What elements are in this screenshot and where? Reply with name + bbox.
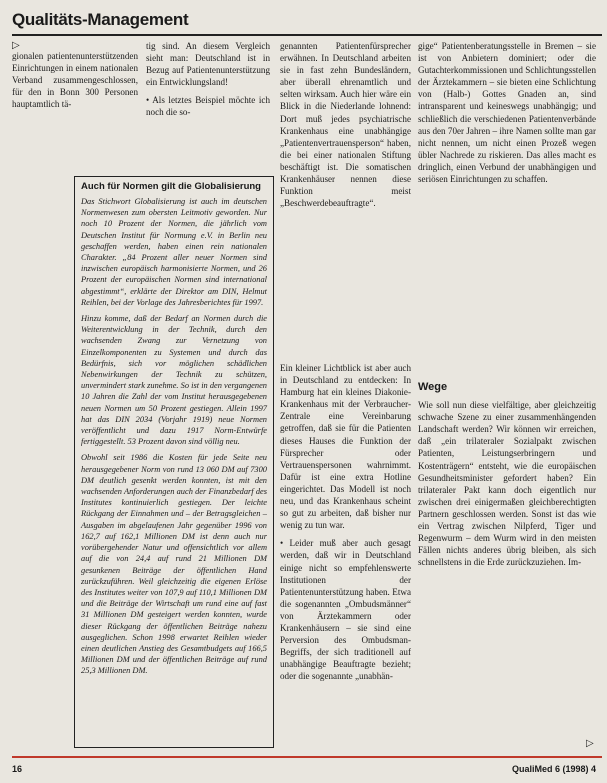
column-2-bullet: • Als letztes Beispiel möchte ich noch die so- (146, 95, 270, 118)
column-3-bottom (280, 362, 411, 752)
sidebar-box (74, 176, 274, 748)
box-title: Auch für Normen gilt die Globalisierung (81, 181, 261, 192)
end-arrow-icon: ▷ (586, 738, 594, 749)
page-footer (12, 756, 602, 780)
column-4-bottom (418, 375, 596, 753)
column-3-top (280, 40, 411, 358)
column-3-para-1: genannten Patientenfürsprecher erwähnen. In Deutschland arbeiten sie in fast zehn Bundesländern, aber überall ehrenamtlich und selten wirksam. Auch hier wäre ein Blick in die Niederlande lohnend: Dort muß jedes psychiatrische Krankenhaus eine unabhängige „Patientenvertrauensperson“ haben, die bei einer nationalen Stiftung beschäftigt ist. Die somatischen Krankenhäuser nennen diese Funktion meist „Beschwerdebeauftragte“. (280, 41, 411, 209)
column-4-para-2: Wie soll nun diese vielfältige, aber gleichzeitig schwache Szene zu einer zusammenhängenden Landschaft werden? Wir können wir erreichen, daß „ein trilateraler Sozialpakt zwischen Patienten, Leistungserbringern und Kostenträgern“ entsteht, wie die europäischen Gesundheitsminister gefordert haben? Ein trilateraler Pakt kann doch eigentlich nur zwischen drei einigermaßen gleichberechtigten Partnern geschlossen werden. Sonst ist das wie ein Vertrag zwischen Nilpferd, Tiger und Regenwurm – dem Wurm wird in den meisten Fällen nichts anderes übrig bleiben, als sich schnellstens in die Erde zurückzuziehen. Im- (418, 400, 596, 568)
column-4-top (418, 40, 596, 370)
column-4-para-1: gige“ Patientenberatungsstelle in Bremen – sie ist von Anbietern dominiert; oder die Gutachterkommissionen und Schlichtungsstellen der Ärztekammern – sie bieten eine Schlichtung von (Halb-) Gottes Gnaden an, sind intransparent und keineswegs unabhängig; und schließlich die verschiedenen Patientenverbände aus den 70er Jahren – ihre Namen sollte man gar nicht nennen, um nicht einen Prozeß wegen übler Nachrede zu riskieren. Das alles macht es dringlich, einen Verbund der unabhängigen und seriösen Einrichtungen zu schaffen. (418, 41, 596, 185)
section-heading-wege: Wege (418, 381, 448, 393)
box-body (81, 196, 267, 677)
section-title: Qualitäts-Management (12, 10, 189, 29)
column-3-para-3: • Leider muß aber auch gesagt werden, daß wir in Deutschland einige nicht so empfehlenswerte Institutionen der Patientenunterstützung haben. Etwa die sogenannten „Ombudsmänner“ von Ärztekammern oder Krankenhäusern – sie sind eine Perversion des Ombudsman-Begriffs, der sich traditionell auf unabhängige Beauftragte bezieht; oder die sogenannte „unabhän- (280, 538, 411, 682)
column-1 (12, 50, 138, 170)
box-para-1: Das Stichwort Globalisierung ist auch im deutschen Normenwesen zum obersten Leitmotiv geworden. Nur noch 10 Prozent der Normen, die jährlich vom Deutschen Institut für Normung e.V. in Berlin neu geschaffen werden, haben einen rein nationalen Charakter. „84 Prozent aller neuer Normen sind inzwischen europäisch harmonisierte Normen, und 26 Prozent der europäischen Normen sind international abgestimmt“, erklärte der Direktor am DIN, Helmut Reihlen, bei der Vorlage des Jahresberichtes für 1997. (81, 197, 267, 307)
column-3-para-2: Ein kleiner Lichtblick ist aber auch in Deutschland zu entdecken: In Hamburg hat ein kleines Diakonie-Krankenhaus mit der Verbraucher-Zentrale eine Vereinbarung getroffen, daß sie für die Patienten dieses Hauses die Funktion der Fürsprecher oder Vertrauenspersonen wahrnimmt. Dafür ist eine extra Hotline eingerichtet. Das Modell ist noch neu, und das Krankenhaus scheint so gut zu arbeiten, daß bisher nur wenig zu tun war. (280, 363, 411, 531)
page-number: 16 (12, 764, 23, 774)
column-2-text: tig sind. An diesem Vergleich sieht man: Deutschland ist in Bezug auf Patientenunterstützung ein Entwicklungsland! (146, 41, 270, 88)
box-para-2: Hinzu komme, daß der Bedarf an Normen durch die Weiterentwicklung in der Technik, durch den wachsenden Zwang zur Vernetzung von Einzelkomponenten zu Systemen und durch das Bedürfnis, sich vor möglichen schädlichen Nebenwirkungen der Technik zu schützen, unvermindert stark zunehme. So ist in den vergangenen 10 Jahren die Zahl der vom Institut herausgegebenen neuen Normen um 50 Prozent gestiegen. Allein 1997 hat das DIN 2034 (Vorjahr 1919) neue Normen veröffentlicht und dazu 1917 Norm-Entwürfe fertiggestellt. 53 Prozent davon sind völlig neu. (81, 314, 267, 447)
journal-issue: QualiMed 6 (1998) 4 (511, 764, 596, 774)
continuation-arrow-icon: ▷ (12, 40, 20, 51)
column-1-text: gionalen patientenunterstützenden Einrichtungen in einem nationalen Verband zusammengeschlossen, für den in Bonn 300 Personen hauptamtlich tä- (12, 51, 138, 110)
column-2 (146, 40, 270, 170)
page-header (12, 6, 602, 36)
box-para-3: Obwohl seit 1986 die Kosten für jede Seite neu herausgegebener Norm von rund 13 060 DM auf 7300 DM deutlich gesenkt werden konnten, ist mit den wachsenden Anforderungen auch der Finanzbedarf des Institutes kontinuierlich gestiegen. Der leichte Rückgang der Einnahmen und – der Betragsgleichen – Ausgaben im abgelaufenen Jahr gegenüber 1996 von 162,7 auf 162,1 Millionen DM ist denn auch nur vorübergehender Natur und offensichtlich vor allem auf die von 24,4 auf rund 21 Millionen DM gesunkenen Beiträge der öffentlichen Hand zurückzuführen. Weil gleichzeitig die eigenen Erlöse des Institutes weiter von 107,9 auf 110,1 Millionen DM und die Beiträge der Wirtschaft um rund eine auf fast 31 Millionen DM gesteigert werden konnten, wurde dieser Rückgang der öffentlichen Beiträge nahezu ausgeglichen. Schon 1998 erwartet Reihlen wieder einen deutlichen Anstieg des Gesamtbudgets auf 166,5 Millionen DM und der öffentlichen Beiträge auf rund 25,3 Millionen DM. (81, 453, 267, 676)
